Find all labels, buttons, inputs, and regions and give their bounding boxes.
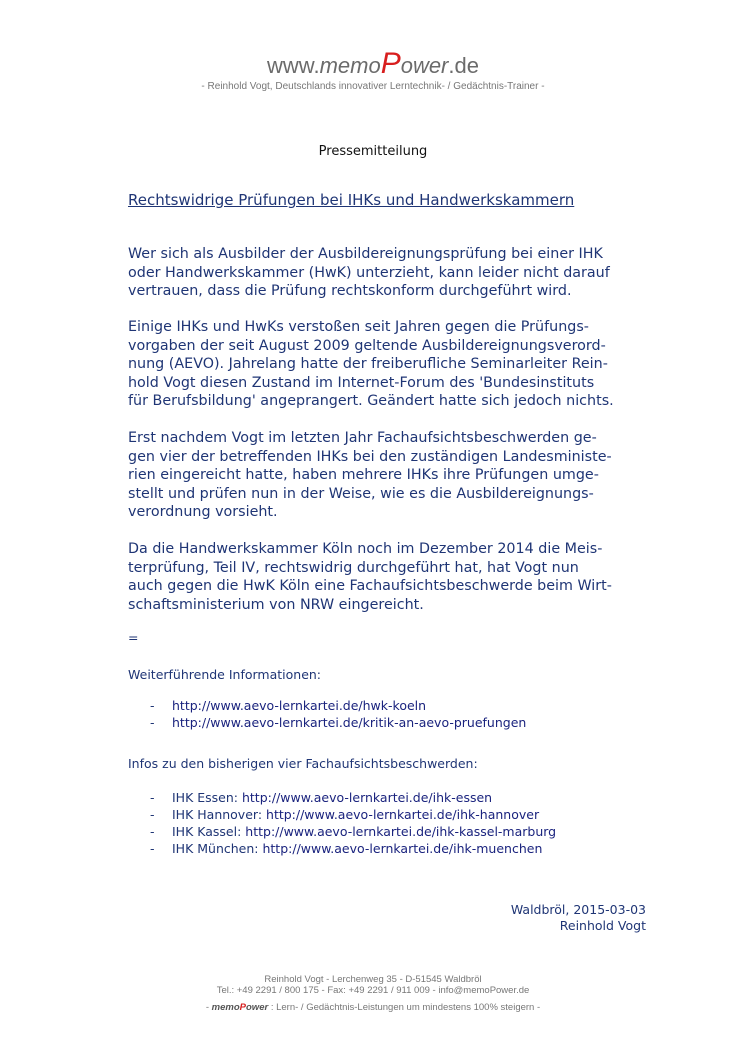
logo-prefix: www.: [267, 53, 320, 78]
hwk-koeln-link[interactable]: http://www.aevo-lernkartei.de/hwk-koeln: [172, 698, 427, 713]
list-item: - IHK München: http://www.aevo-lernkartei.de/ihk-muenchen: [150, 841, 543, 856]
kritik-link[interactable]: http://www.aevo-lernkartei.de/kritik-an-aevo-pruefungen: [172, 715, 527, 730]
paragraph-1: Wer sich als Ausbilder der Ausbildereignungsprüfung bei einer IHK oder Handwerkskammer (HwK) unterzieht, kann leider nicht darauf vertrauen, dass die Prüfung rechtskonform durchgeführt wird.: [128, 246, 610, 300]
list-item: - http://www.aevo-lernkartei.de/kritik-an-aevo-pruefungen: [150, 715, 527, 730]
more-info-heading: Weiterführende Informationen:: [128, 667, 322, 682]
paragraph-3: Erst nachdem Vogt im letzten Jahr Fachaufsichtsbeschwerden ge- gen vier der betreffenden IHKs bei den zuständigen Landesministe- rien eingereicht hatte, haben mehrere IHKs ihre Prüfungen umge- stellt und prüfen nun in der Weise, wie es die Ausbildereignungs- verordnung vorsieht.: [128, 430, 612, 521]
logo-suffix: .de: [448, 53, 479, 78]
site-logo: [0, 47, 746, 80]
logo-brand: memoPower: [319, 47, 449, 80]
ihk-muenchen-link[interactable]: http://www.aevo-lernkartei.de/ihk-muenchen: [262, 841, 543, 856]
footer-address: Reinhold Vogt - Lerchenweg 35 - D-51545 Waldbröl: [264, 974, 482, 985]
ihk-essen-link[interactable]: http://www.aevo-lernkartei.de/ihk-essen: [241, 790, 493, 805]
more-info-list: [150, 697, 526, 731]
place-date: Waldbröl, 2015-03-03: [510, 902, 646, 917]
signature-block: [511, 902, 646, 934]
list-item: - http://www.aevo-lernkartei.de/hwk-koeln: [150, 698, 427, 713]
headline: Rechtswidrige Prüfungen bei IHKs und Handwerkskammern: [128, 191, 575, 209]
ihk-kassel-link[interactable]: http://www.aevo-lernkartei.de/ihk-kassel-marburg: [245, 824, 557, 839]
complaints-heading: Infos zu den bisherigen vier Fachaufsichtsbeschwerden:: [128, 756, 478, 771]
ihk-hannover-link[interactable]: http://www.aevo-lernkartei.de/ihk-hannover: [266, 807, 540, 822]
author: Reinhold Vogt: [559, 918, 646, 933]
list-item: - IHK Essen: http://www.aevo-lernkartei.de/ihk-essen: [150, 790, 493, 805]
footer-contact: Tel.: +49 2291 / 800 175 - Fax: +49 2291 / 911 009 - info@memoPower.de: [216, 985, 530, 996]
paragraph-4: Da die Handwerkskammer Köln noch im Dezember 2014 die Meis- terprüfung, Teil IV, rechtswidrig durchgeführt hat, hat Vogt nun auch gegen die HwK Köln eine Fachaufsichtsbeschwerde beim Wirt- schaftsministerium von NRW eingereicht.: [128, 541, 612, 613]
list-item: - IHK Hannover: http://www.aevo-lernkartei.de/ihk-hannover: [150, 807, 540, 822]
tagline: - Reinhold Vogt, Deutschlands innovativer Lerntechnik- / Gedächtnis-Trainer -: [201, 81, 545, 92]
separator: =: [128, 630, 139, 645]
paragraph-2: Einige IHKs und HwKs verstoßen seit Jahren gegen die Prüfungs- vorgaben der seit August 2009 geltende Ausbildereignungsverord- nung (AEVO). Jahrelang hatte der freiberufliche Seminarleiter Rein- hold Vogt diesen Zustand im Internet-Forum des 'Bundesinstituts für Berufsbildung' angeprangert. Geändert hatte sich jedoch nichts.: [128, 319, 614, 410]
complaints-list: [150, 789, 556, 857]
document-type: Pressemitteilung: [318, 144, 428, 159]
footer-slogan: - memoPower : Lern- / Gedächtnis-Leistungen um mindestens 100% steigern -: [205, 1002, 541, 1013]
list-item: - IHK Kassel: http://www.aevo-lernkartei.de/ihk-kassel-marburg: [150, 824, 557, 839]
